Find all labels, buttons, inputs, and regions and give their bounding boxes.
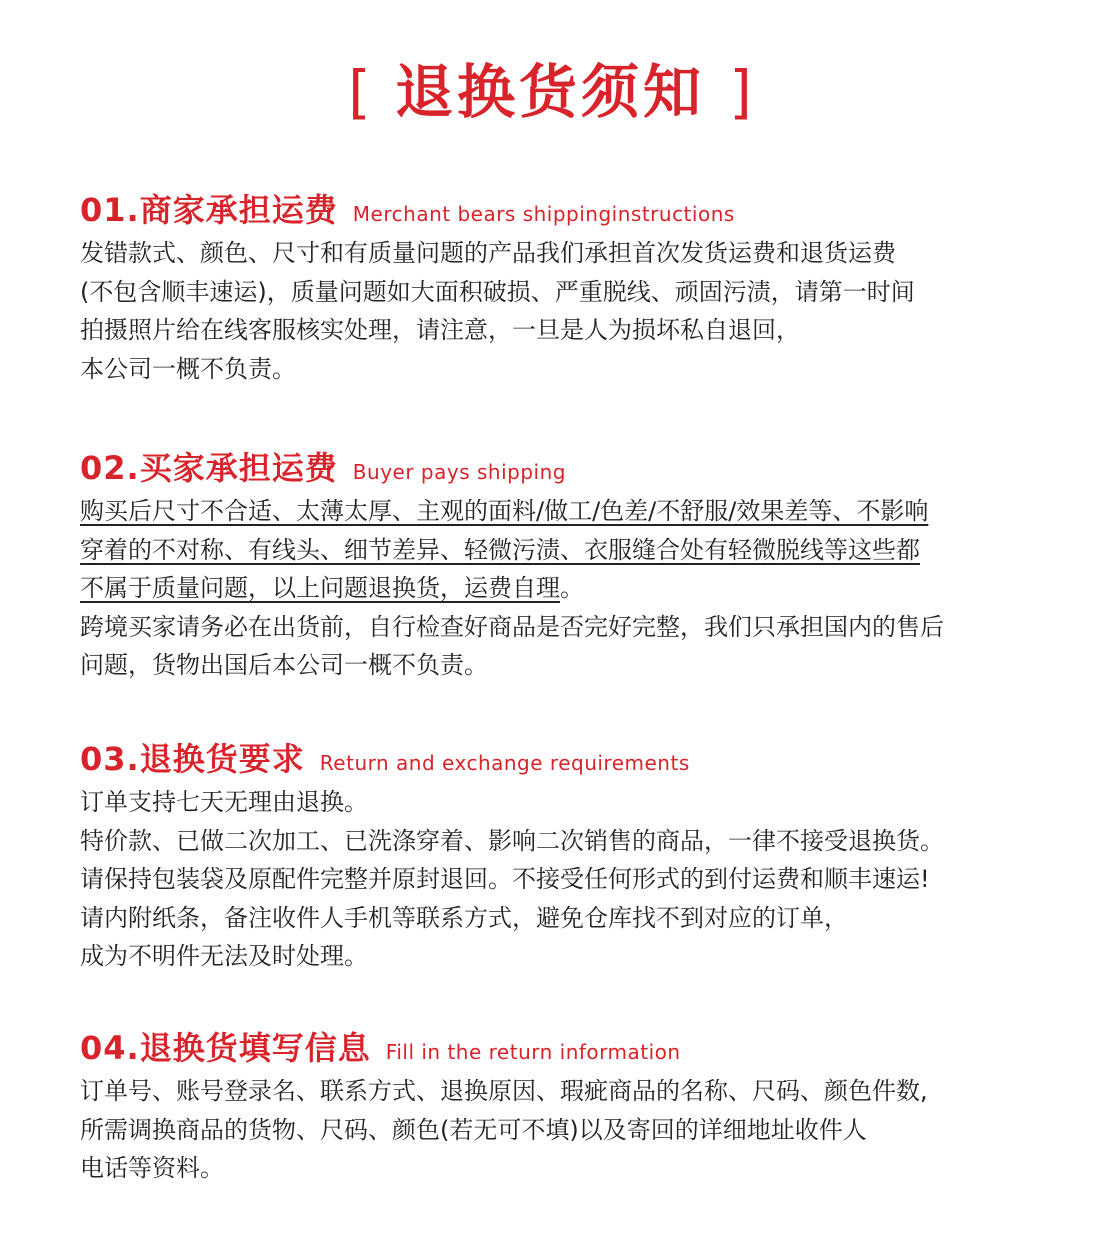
page-title xyxy=(0,52,1100,132)
body-line: 拍摄照片给在线客服核实处理，请注意，一旦是人为损坏私自退回， xyxy=(80,316,800,344)
section-heading xyxy=(80,1024,1040,1072)
section-heading-en: Merchant bears shippinginstructions xyxy=(352,202,735,226)
section-heading xyxy=(80,735,1040,783)
body-line: 订单号、账号登录名、联系方式、退换原因、瑕疵商品的名称、尺码、颜色件数, xyxy=(80,1077,928,1105)
section-body xyxy=(80,783,1040,976)
underlined-line: 穿着的不对称、有线头、细节差异、轻微污渍、衣服缝合处有轻微脱线等这些都 xyxy=(80,535,920,564)
section-heading-cn: 03.退换货要求 xyxy=(80,740,305,778)
section-body xyxy=(80,492,1040,685)
body-line: 请保持包装袋及原配件完整并原封退回。不接受任何形式的到付运费和顺丰速运! xyxy=(80,865,930,893)
line-tail: 。 xyxy=(560,574,584,602)
section-heading xyxy=(80,444,1040,492)
title-text: 退换货须知 xyxy=(394,58,705,126)
body-line: 请内附纸条，备注收件人手机等联系方式，避免仓库找不到对应的订单， xyxy=(80,903,848,932)
body-line: 问题，货物出国后本公司一概不负责。 xyxy=(80,651,488,679)
section-heading-en: Fill in the return information xyxy=(385,1040,681,1064)
underlined-line: 购买后尺寸不合适、太薄太厚、主观的面料/做工/色差/不舒服/效果差等、不影响 xyxy=(80,497,929,525)
section-return-info xyxy=(80,1024,1040,1188)
body-line: 特价款、已做二次加工、已洗涤穿着、影响二次销售的商品，一律不接受退换货。 xyxy=(80,826,944,855)
title-bracket-open: [ xyxy=(348,58,371,126)
section-buyer-pays xyxy=(80,444,1040,685)
body-line: 跨境买家请务必在出货前，自行检查好商品是否完好完整，我们只承担国内的售后 xyxy=(80,612,944,641)
section-heading-cn: 01.商家承担运费 xyxy=(80,191,338,229)
body-line: 本公司一概不负责。 xyxy=(80,354,296,383)
body-line: 所需调换商品的货物、尺码、颜色(若无可不填)以及寄回的详细地址收件人 xyxy=(80,1115,867,1144)
body-line: 订单支持七天无理由退换。 xyxy=(80,788,368,816)
section-heading-cn: 04.退换货填写信息 xyxy=(80,1029,371,1067)
body-line: 成为不明件无法及时处理。 xyxy=(80,942,368,970)
section-heading-cn: 02.买家承担运费 xyxy=(80,449,338,487)
section-body xyxy=(80,1072,1040,1188)
section-heading-en: Return and exchange requirements xyxy=(319,751,690,775)
section-heading xyxy=(80,186,1040,234)
body-line: 发错款式、颜色、尺寸和有质量问题的产品我们承担首次发货运费和退货运费 xyxy=(80,239,896,267)
title-bracket-close: ] xyxy=(729,58,752,126)
section-body xyxy=(80,234,1040,388)
section-merchant-pays xyxy=(80,186,1040,388)
section-return-requirements xyxy=(80,735,1040,976)
body-line: (不包含顺丰速运)，质量问题如大面积破损、严重脱线、顽固污渍，请第一时间 xyxy=(80,277,915,306)
body-line: 电话等资料。 xyxy=(80,1154,224,1182)
section-heading-en: Buyer pays shipping xyxy=(352,460,566,484)
underlined-line: 不属于质量问题，以上问题退换货，运费自理。 xyxy=(80,574,584,602)
